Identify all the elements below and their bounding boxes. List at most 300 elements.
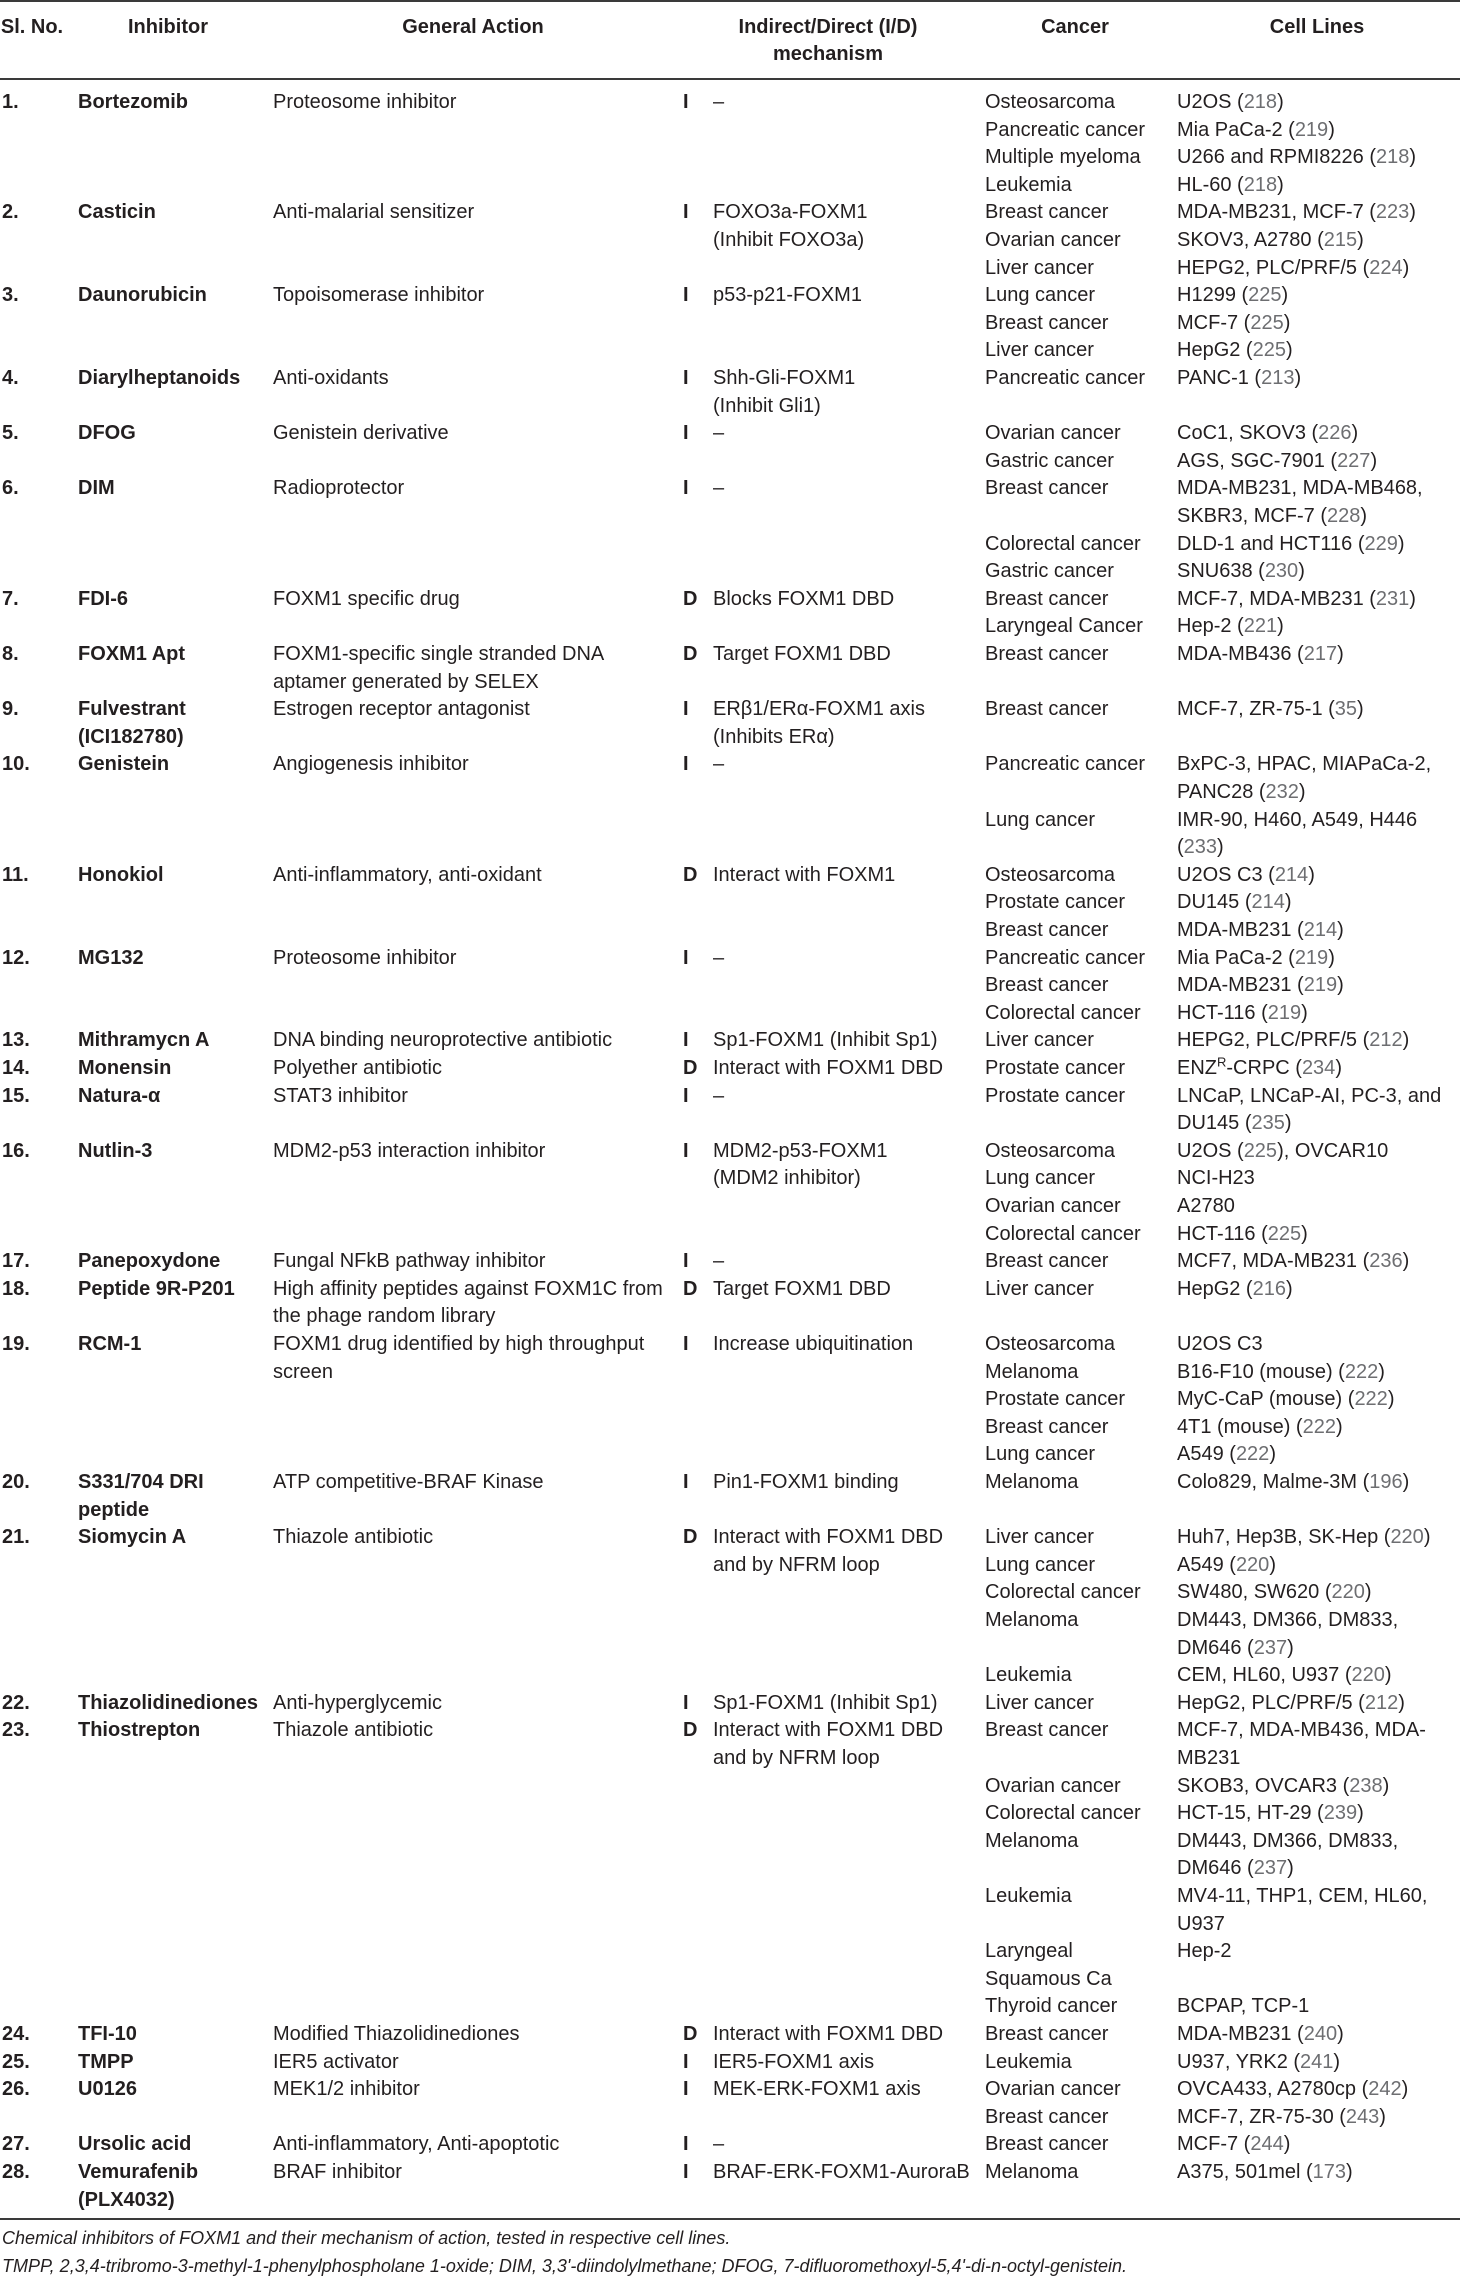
cancer-type-line: Liver cancer <box>985 1691 1094 1714</box>
reference-number: 235 <box>1251 1112 1285 1135</box>
cancer-type-line: Colorectal cancer <box>985 1802 1141 1825</box>
inhibitor-name-line: (ICI182780) <box>78 725 184 748</box>
cancer-type-line: Breast cancer <box>985 2133 1109 2156</box>
row-number: 14. <box>2 1057 30 1079</box>
mechanism <box>713 282 862 310</box>
cell-lines-line: A549 (220) <box>1177 1553 1276 1576</box>
cell-lines-line: BxPC-3, HPAC, MIAPaCa-2, <box>1177 753 1432 776</box>
cancer-type-line: Breast cancer <box>985 643 1109 665</box>
id-mechanism-flag: I <box>683 1471 689 1493</box>
general-action <box>273 420 449 448</box>
cancer-type-line: Leukemia <box>985 2050 1072 2073</box>
row-number: 10. <box>2 753 30 776</box>
row-number: 4. <box>2 367 19 389</box>
general-action-line: Anti-inflammatory, Anti-apoptotic <box>273 2133 560 2156</box>
reference-number: 244 <box>1250 2133 1284 2156</box>
cancer-type-line: Melanoma <box>985 1360 1079 1383</box>
cancer-type-line: Laryngeal Cancer <box>985 615 1143 638</box>
cell-lines-line: OVCA433, A2780cp (242) <box>1177 2078 1409 2101</box>
row-number: 18. <box>2 1277 30 1300</box>
id-mechanism-flag: I <box>683 477 689 500</box>
id-mechanism-flag: I <box>683 753 689 776</box>
inhibitor-name-line: DFOG <box>78 422 136 445</box>
mechanism-line: Blocks FOXM1 DBD <box>713 587 895 610</box>
cell-lines-line: Mia PaCa-2 (219) <box>1177 118 1335 141</box>
reference-number: 224 <box>1369 256 1403 279</box>
cell-lines-line: 4T1 (mouse) (222) <box>1177 1415 1343 1438</box>
general-action <box>273 199 474 227</box>
cancer-type-line: Liver cancer <box>985 1526 1094 1549</box>
inhibitor-name-line: Siomycin A <box>78 1526 187 1549</box>
cancer-type <box>985 1690 1094 1718</box>
mechanism <box>713 2076 921 2104</box>
inhibitor-name-line: Peptide 9R-P201 <box>78 1277 235 1300</box>
general-action-line: Modified Thiazolidinediones <box>273 2023 520 2045</box>
cell-lines <box>1177 1083 1441 1138</box>
cancer-type <box>985 1248 1108 1276</box>
inhibitor-name <box>78 1469 204 1524</box>
cancer-type-line: Liver cancer <box>985 1029 1094 1052</box>
mechanism-line: Target FOXM1 DBD <box>713 1277 891 1300</box>
cancer-type <box>985 2076 1121 2131</box>
reference-number: 215 <box>1323 228 1358 251</box>
cell-lines-line: SKBR3, MCF-7 (228) <box>1177 504 1368 527</box>
row-number: 7. <box>2 587 19 610</box>
row-number: 1. <box>2 91 19 113</box>
reference-number: 196 <box>1369 1471 1403 1493</box>
cell-lines-line: A2780 <box>1177 1194 1235 1217</box>
cell-lines <box>1177 1276 1293 1304</box>
cell-lines-line: MCF7, MDA-MB231 (236) <box>1177 1250 1410 1273</box>
inhibitor-name <box>78 199 156 227</box>
row-number: 9. <box>2 698 19 721</box>
inhibitor-name <box>78 282 207 310</box>
mechanism <box>713 420 724 448</box>
reference-number: 228 <box>1327 504 1361 527</box>
table-footnote: TMPP, 2,3,4-tribromo-3-methyl-1-phenylphospholane 1-oxide; DIM, 3,3'-diindolylmethane; DFOG, 7-difluoromethoxyl-5,4'-di-n-octyl-genistein. <box>2 2256 1128 2277</box>
mechanism-line: Sp1-FOXM1 (Inhibit Sp1) <box>713 1029 938 1052</box>
inhibitor-name <box>78 1055 171 1083</box>
cancer-type-line: Squamous Ca <box>985 1967 1112 1990</box>
cell-lines-line: MDA-MB436 (217) <box>1177 643 1344 665</box>
cancer-type <box>985 89 1145 199</box>
general-action <box>273 1276 663 1331</box>
cell-lines-line: HepG2 (225) <box>1177 339 1293 362</box>
cancer-type-line: Breast cancer <box>985 201 1109 224</box>
cell-lines-line: H1299 (225) <box>1177 284 1289 307</box>
inhibitor-name <box>78 1083 160 1111</box>
reference-number: 238 <box>1349 1774 1383 1797</box>
mechanism <box>713 1055 943 1083</box>
cancer-type-line: Lung cancer <box>985 1443 1096 1466</box>
general-action <box>273 475 404 503</box>
cancer-type-line <box>985 1855 1141 1883</box>
row-number: 22. <box>2 1691 30 1714</box>
mechanism-line: Interact with FOXM1 DBD <box>713 1057 944 1079</box>
cancer-type <box>985 641 1108 669</box>
cancer-type <box>985 1083 1125 1111</box>
header-general-action: General Action <box>402 16 544 38</box>
header-cancer: Cancer <box>1041 16 1109 38</box>
cell-lines-line <box>1177 1966 1427 1994</box>
general-action-line: High affinity peptides against FOXM1C from <box>273 1277 663 1300</box>
general-action-line: Thiazole antibiotic <box>273 1719 434 1742</box>
inhibitor-name-line: Bortezomib <box>78 91 188 113</box>
id-mechanism-flag: I <box>683 698 689 721</box>
mechanism-line: MDM2-p53-FOXM1 <box>713 1139 888 1162</box>
mechanism <box>713 365 855 420</box>
mechanism-line: – <box>713 946 725 969</box>
row-number: 21. <box>2 1526 30 1549</box>
cell-lines-line: Colo829, Malme-3M (196) <box>1177 1471 1410 1493</box>
row-number: 3. <box>2 284 19 307</box>
reference-number: 237 <box>1253 1636 1288 1659</box>
reference-number: 218 <box>1243 91 1278 113</box>
general-action <box>273 89 456 117</box>
cancer-type-line: Osteosarcoma <box>985 1139 1116 1162</box>
cell-lines-line: U266 and RPMI8226 (218) <box>1177 146 1417 169</box>
cell-lines-line: DU145 (214) <box>1177 891 1292 914</box>
cell-lines <box>1177 420 1377 475</box>
inhibitor-name <box>78 365 240 393</box>
mechanism-line: – <box>713 1250 725 1273</box>
general-action-line: Proteosome inhibitor <box>273 91 457 113</box>
inhibitor-name-line: FOXM1 Apt <box>78 643 186 665</box>
reference-number: 219 <box>1294 118 1329 141</box>
cell-lines <box>1177 1690 1405 1718</box>
mechanism-line: – <box>713 91 725 113</box>
inhibitor-name <box>78 1276 235 1304</box>
inhibitor-name-line: DIM <box>78 477 115 500</box>
reference-number: 242 <box>1368 2078 1402 2101</box>
general-action <box>273 586 460 614</box>
cell-lines-line: HEPG2, PLC/PRF/5 (212) <box>1177 1029 1410 1052</box>
reference-number: 223 <box>1375 201 1410 224</box>
id-mechanism-flag: D <box>683 863 698 886</box>
reference-number: 220 <box>1390 1526 1424 1549</box>
cell-lines-line: HCT-15, HT-29 (239) <box>1177 1802 1364 1825</box>
cancer-type-line: Breast cancer <box>985 2105 1109 2128</box>
reference-number: 217 <box>1303 643 1338 665</box>
inhibitor-name <box>78 945 144 973</box>
reference-number: 214 <box>1251 891 1285 914</box>
cancer-type-line: Leukemia <box>985 1884 1072 1907</box>
cancer-type-line: Lung cancer <box>985 1167 1096 1190</box>
cell-lines <box>1177 696 1364 724</box>
inhibitor-name <box>78 2131 191 2159</box>
cancer-type-line: Prostate cancer <box>985 1388 1126 1411</box>
cell-lines <box>1177 751 1431 861</box>
inhibitor-name-line: Panepoxydone <box>78 1250 221 1273</box>
mechanism-line: (Inhibit Gli1) <box>713 394 821 417</box>
id-mechanism-flag: D <box>683 2023 698 2045</box>
mechanism-line: Interact with FOXM1 DBD <box>713 1719 944 1742</box>
mechanism <box>713 1690 938 1718</box>
cancer-type-line: Breast cancer <box>985 477 1109 500</box>
cell-lines-line: U2OS C3 (214) <box>1177 863 1315 886</box>
general-action-line: FOXM1 drug identified by high throughput <box>273 1333 645 1355</box>
cell-lines-line: HCT-116 (219) <box>1177 1001 1308 1024</box>
inhibitor-name-line: Honokiol <box>78 863 164 886</box>
general-action <box>273 641 604 696</box>
id-mechanism-flag: I <box>683 1139 689 1162</box>
mechanism <box>713 199 867 254</box>
mechanism <box>713 475 724 503</box>
inhibitor-name <box>78 862 164 890</box>
general-action-line: Polyether antibiotic <box>273 1057 442 1079</box>
reference-number: 225 <box>1243 1139 1278 1162</box>
row-number: 25. <box>2 2050 30 2073</box>
cell-lines-line: MCF-7, MDA-MB436, MDA- <box>1177 1719 1426 1742</box>
inhibitor-name-line: Mithramycn A <box>78 1029 210 1052</box>
reference-number: 219 <box>1294 946 1329 969</box>
general-action <box>273 2159 402 2187</box>
cell-lines-line: HL-60 (218) <box>1177 173 1284 196</box>
general-action-line: BRAF inhibitor <box>273 2161 402 2183</box>
inhibitor-name-line: FDI-6 <box>78 587 128 610</box>
cancer-type-line <box>985 1911 1141 1939</box>
inhibitor-name-line: S331/704 DRI <box>78 1471 204 1493</box>
cell-lines-line: SNU638 (230) <box>1177 560 1305 583</box>
general-action <box>273 751 469 779</box>
mechanism-line: – <box>713 477 725 500</box>
reference-number: 225 <box>1248 284 1282 307</box>
mechanism <box>713 1276 891 1304</box>
reference-number: 221 <box>1243 615 1278 638</box>
row-number: 12. <box>2 946 30 969</box>
general-action-line: Angiogenesis inhibitor <box>273 753 469 776</box>
cancer-type-line: Liver cancer <box>985 256 1094 279</box>
mechanism <box>713 2049 874 2077</box>
cancer-type-line <box>985 834 1145 862</box>
cell-lines-line: MDA-MB231, MDA-MB468, <box>1177 477 1423 500</box>
id-mechanism-flag: I <box>683 1333 689 1355</box>
row-number: 26. <box>2 2078 30 2101</box>
cell-lines-line: CEM, HL60, U937 (220) <box>1177 1664 1392 1687</box>
cell-lines-line: SKOV3, A2780 (215) <box>1177 228 1364 251</box>
cell-lines-line: $ENZ^R$-CRPC (234) <box>1177 1054 1342 1079</box>
cancer-type-line: Leukemia <box>985 173 1072 196</box>
cell-lines <box>1177 1469 1409 1497</box>
inhibitor-name <box>78 89 188 117</box>
header-bottom-rule <box>0 78 1460 80</box>
cancer-type-line: Ovarian cancer <box>985 1194 1121 1217</box>
cancer-type-line: Breast cancer <box>985 1250 1109 1273</box>
row-number: 24. <box>2 2023 30 2045</box>
row-number: 17. <box>2 1250 30 1273</box>
cancer-type <box>985 365 1145 393</box>
cell-lines-line: MDA-MB231 (219) <box>1177 974 1344 997</box>
cancer-type-line: Pancreatic cancer <box>985 118 1146 141</box>
cancer-type-line: Breast cancer <box>985 918 1109 941</box>
cell-lines-line: U937, YRK2 (241) <box>1177 2050 1341 2073</box>
general-action-line: Proteosome inhibitor <box>273 946 457 969</box>
cancer-type <box>985 696 1108 724</box>
cell-lines-line: DM443, DM366, DM833, <box>1177 1608 1399 1631</box>
general-action-line: Estrogen receptor antagonist <box>273 698 530 721</box>
cancer-type <box>985 475 1141 585</box>
inhibitor-name <box>78 1331 141 1359</box>
mechanism-line: – <box>713 1084 725 1107</box>
inhibitor-name-line: U0126 <box>78 2078 137 2101</box>
general-action-line: DNA binding neuroprotective antibiotic <box>273 1029 613 1052</box>
cancer-type-line: Osteosarcoma <box>985 1333 1116 1355</box>
cancer-type-line: Lung cancer <box>985 808 1096 831</box>
row-number: 11. <box>2 863 29 886</box>
inhibitor-name-line: Vemurafenib <box>78 2161 199 2183</box>
cancer-type <box>985 199 1121 282</box>
mechanism <box>713 1717 943 1772</box>
general-action-line: FOXM1-specific single stranded DNA <box>273 643 605 665</box>
mechanism <box>713 1027 938 1055</box>
mechanism <box>713 641 891 669</box>
cell-lines-line: DLD-1 and HCT116 (229) <box>1177 532 1405 555</box>
cell-lines-line: BCPAP, TCP-1 <box>1177 1995 1310 2018</box>
cancer-type-line: Leukemia <box>985 1664 1072 1687</box>
mechanism-line: Pin1-FOXM1 binding <box>713 1471 899 1493</box>
cell-lines <box>1177 641 1344 669</box>
cancer-type <box>985 1027 1094 1055</box>
reference-number: 226 <box>1318 422 1352 445</box>
general-action <box>273 1331 644 1386</box>
inhibitor-name-line: peptide <box>78 1498 150 1521</box>
reference-number: 225 <box>1252 339 1286 362</box>
general-action-line: Thiazole antibiotic <box>273 1526 434 1549</box>
cancer-type <box>985 1276 1094 1304</box>
reference-number: 222 <box>1302 1415 1336 1438</box>
cell-lines <box>1177 199 1416 282</box>
cell-lines <box>1177 1717 1427 2021</box>
cell-lines-line: B16-F10 (mouse) (222) <box>1177 1360 1385 1383</box>
cancer-type <box>985 586 1143 641</box>
inhibitor-name-line: Thiazolidinediones <box>78 1691 259 1714</box>
mechanism-line: and by NFRM loop <box>713 1553 880 1576</box>
cancer-type <box>985 945 1145 1028</box>
cancer-type <box>985 1469 1078 1497</box>
inhibitor-name <box>78 751 169 779</box>
cell-lines-line: NCI-H23 <box>1177 1167 1255 1190</box>
reference-number: 241 <box>1300 2050 1334 2073</box>
reference-number: 214 <box>1274 863 1309 886</box>
inhibitor-name-line: TMPP <box>78 2050 134 2073</box>
general-action-line: Anti-malarial sensitizer <box>273 201 475 224</box>
cell-lines <box>1177 1027 1409 1055</box>
reference-number: 231 <box>1375 587 1410 610</box>
cancer-type-line: Osteosarcoma <box>985 863 1116 886</box>
reference-number: 220 <box>1331 1581 1365 1604</box>
inhibitor-name-line: TFI-10 <box>78 2023 137 2045</box>
mechanism-line: Sp1-FOXM1 (Inhibit Sp1) <box>713 1691 938 1714</box>
cancer-type <box>985 1138 1141 1248</box>
cell-lines <box>1177 2131 1290 2159</box>
mechanism-line: MEK-ERK-FOXM1 axis <box>713 2078 921 2101</box>
cell-lines-line: (233) <box>1177 836 1224 859</box>
cell-lines <box>1177 862 1344 945</box>
id-mechanism-flag: I <box>683 1250 689 1273</box>
cell-lines-line: U2OS C3 <box>1177 1333 1263 1355</box>
general-action-line: Anti-hyperglycemic <box>273 1691 442 1714</box>
cancer-type-line: Liver cancer <box>985 339 1094 362</box>
inhibitor-name <box>78 1138 152 1166</box>
row-number: 28. <box>2 2161 30 2183</box>
reference-number: 220 <box>1235 1553 1270 1576</box>
mechanism <box>713 1083 724 1111</box>
cancer-type-line: Colorectal cancer <box>985 1001 1141 1024</box>
cell-lines-line: MCF-7 (244) <box>1177 2133 1291 2156</box>
id-mechanism-flag: I <box>683 1029 689 1052</box>
cell-lines <box>1177 945 1344 1028</box>
reference-number: 173 <box>1312 2161 1347 2183</box>
cell-lines-line: MB231 <box>1177 1746 1241 1769</box>
mechanism-line: FOXO3a-FOXM1 <box>713 201 868 224</box>
inhibitor-name-line: Fulvestrant <box>78 698 186 721</box>
general-action-line: Fungal NFkB pathway inhibitor <box>273 1250 546 1273</box>
reference-number: 216 <box>1252 1277 1286 1300</box>
general-action-line: aptamer generated by SELEX <box>273 670 539 693</box>
cell-lines-line: DM646 (237) <box>1177 1857 1294 1880</box>
reference-number: 219 <box>1267 1001 1302 1024</box>
mechanism <box>713 862 895 890</box>
reference-number: 229 <box>1364 532 1398 555</box>
mechanism-line: Target FOXM1 DBD <box>713 643 891 665</box>
cancer-type-line: Breast cancer <box>985 1719 1109 1742</box>
reference-number: 220 <box>1351 1664 1385 1687</box>
cancer-type <box>985 2159 1078 2187</box>
table-caption: Chemical inhibitors of FOXM1 and their mechanism of action, tested in respective cell lines. <box>2 2228 731 2249</box>
general-action-line: IER5 activator <box>273 2050 399 2073</box>
inhibitor-name-line: (PLX4032) <box>78 2188 175 2211</box>
cancer-type <box>985 1055 1125 1083</box>
cell-lines <box>1177 1138 1388 1248</box>
inhibitor-name <box>78 2021 137 2049</box>
cell-lines <box>1177 1248 1409 1276</box>
inhibitor-name <box>78 641 185 669</box>
general-action-line: Radioprotector <box>273 477 405 500</box>
row-number: 15. <box>2 1084 30 1107</box>
cancer-type <box>985 1331 1125 1469</box>
inhibitor-name-line: Monensin <box>78 1057 172 1079</box>
id-mechanism-flag: I <box>683 367 689 389</box>
general-action-line: FOXM1 specific drug <box>273 587 460 610</box>
cancer-type-line: Osteosarcoma <box>985 91 1116 113</box>
reference-number: 218 <box>1376 146 1410 169</box>
id-mechanism-flag: D <box>683 1277 698 1300</box>
cell-lines-line: MDA-MB231, MCF-7 (223) <box>1177 201 1416 224</box>
cancer-type-line: Melanoma <box>985 1471 1079 1493</box>
cancer-type-line: Ovarian cancer <box>985 422 1121 445</box>
mechanism-line: Interact with FOXM1 DBD <box>713 2023 944 2045</box>
cell-lines <box>1177 475 1423 585</box>
id-mechanism-flag: I <box>683 1691 689 1714</box>
cancer-type-line: Prostate cancer <box>985 1084 1126 1107</box>
cancer-type-line <box>985 503 1141 531</box>
superscript-r: R <box>1217 1054 1227 1070</box>
mechanism <box>713 751 724 779</box>
reference-number: 222 <box>1235 1443 1270 1466</box>
general-action <box>273 1248 545 1276</box>
id-mechanism-flag: I <box>683 2050 689 2073</box>
inhibitor-name <box>78 1248 220 1276</box>
inhibitor-name <box>78 696 186 751</box>
general-action-line: Anti-oxidants <box>273 367 389 389</box>
cancer-type-line <box>985 779 1145 807</box>
cancer-type <box>985 2049 1072 2077</box>
general-action-line: Anti-inflammatory, anti-oxidant <box>273 863 542 886</box>
cell-lines-line: Mia PaCa-2 (219) <box>1177 946 1335 969</box>
general-action <box>273 365 389 393</box>
id-mechanism-flag: I <box>683 2078 689 2101</box>
general-action <box>273 1469 543 1497</box>
